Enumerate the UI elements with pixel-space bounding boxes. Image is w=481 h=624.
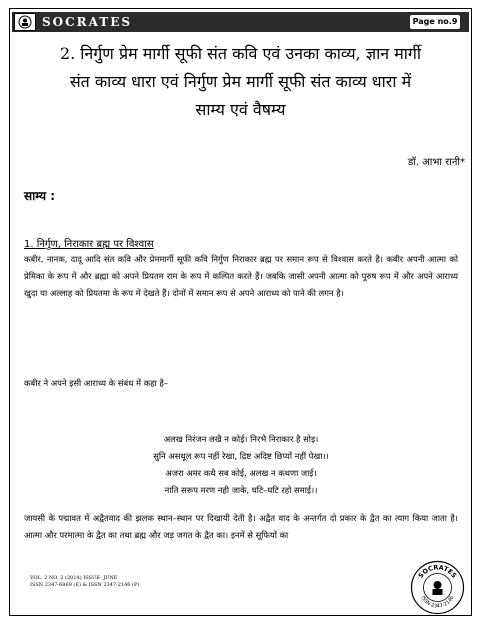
paragraph-1: कबीर, नानक, दादू आदि संत कवि और प्रेममार्गी सूफी कवि निर्गुण निराकार ब्रह्म पर समान रूप से विश्वास करते है। कबीर अपनी आत्मा को प्रेमिका के रूप में और ब्रह्मा को अपने प्रियतम राम के रूप में कल्पित करते हैं। जबकि जासी अपनी आत्मा को पुरुष रूप में और अपने आराध्य खुदा या अल्लाह को प्रियतमा के रूप में देखते हैं। दोनों में समान रूप से अपने आराध्य को पाने की लगन है। <box>24 254 458 298</box>
paragraph-2: जायसी के पद्मावत में अद्वैतवाद की झलक स्थान–स्थान पर दिखायी देती है। अद्वैत वाद के अन्तर्गत दो प्रकार के द्वैत का त्याग किया जाता है। आत्मा और परमात्मा के द्वैत का तथा ब्रह्म और जड़ जगत के द्वैत का। इनमें से सूफियों का <box>24 513 458 540</box>
article-title <box>16 40 465 124</box>
title-line-3: साम्य एवं वैषम्य <box>195 100 286 119</box>
issue-footer <box>30 575 139 589</box>
page-number-badge: Page no.9 <box>410 15 460 29</box>
socrates-seal-icon <box>410 560 465 615</box>
title-line-1: 2. निर्गुण प्रेम मार्गी सूफी संत कवि एवं उनका काव्य, ज्ञान मार्गी <box>59 44 422 63</box>
verse-line-1: अलख निरंजन लखै न कोई। निरभै निराकार है सोइ। <box>163 434 319 444</box>
author-name: डॉ. आभा रानी* <box>407 157 465 168</box>
seal-bottom-text: ISSN 2347-2146 <box>419 595 456 610</box>
section-heading: साम्य : <box>24 189 56 203</box>
subheading: 1. निर्गुण, निराकार ब्रह्म पर विश्वास <box>24 239 154 250</box>
title-line-2: संत काव्य धारा एवं निर्गुण प्रेम मार्गी सूफी संत काव्य धारा में <box>69 72 412 91</box>
verse-intro: कबीर ने अपने इसी आराध्य के संबंध में कहा है– <box>24 378 169 388</box>
verse-line-4: नाति सरूप मरण नही जाके, घटि–घटि रहो समाई।। <box>164 485 318 495</box>
seal-top-text: SOCRATES <box>416 563 459 580</box>
footer-volume: VOL. 2 NO. 2 (2014) ISSUE- JUNE <box>30 575 118 581</box>
journal-brand: SOCRATES <box>42 15 133 29</box>
verse-line-3: अजरा अमर कथै सब कोई, अलख न कथणा जाई। <box>165 468 317 478</box>
journal-logo-icon <box>14 13 36 31</box>
verse-line-2: सुनि असथूल रूप नहीं रेखा, द्रिष्ट अदिष्ट छिप्यों नहीं पेखा।। <box>153 451 329 461</box>
footer-issn: ISSN 2347-6869 (E) & ISSN 2347-2146 (P) <box>30 582 140 588</box>
